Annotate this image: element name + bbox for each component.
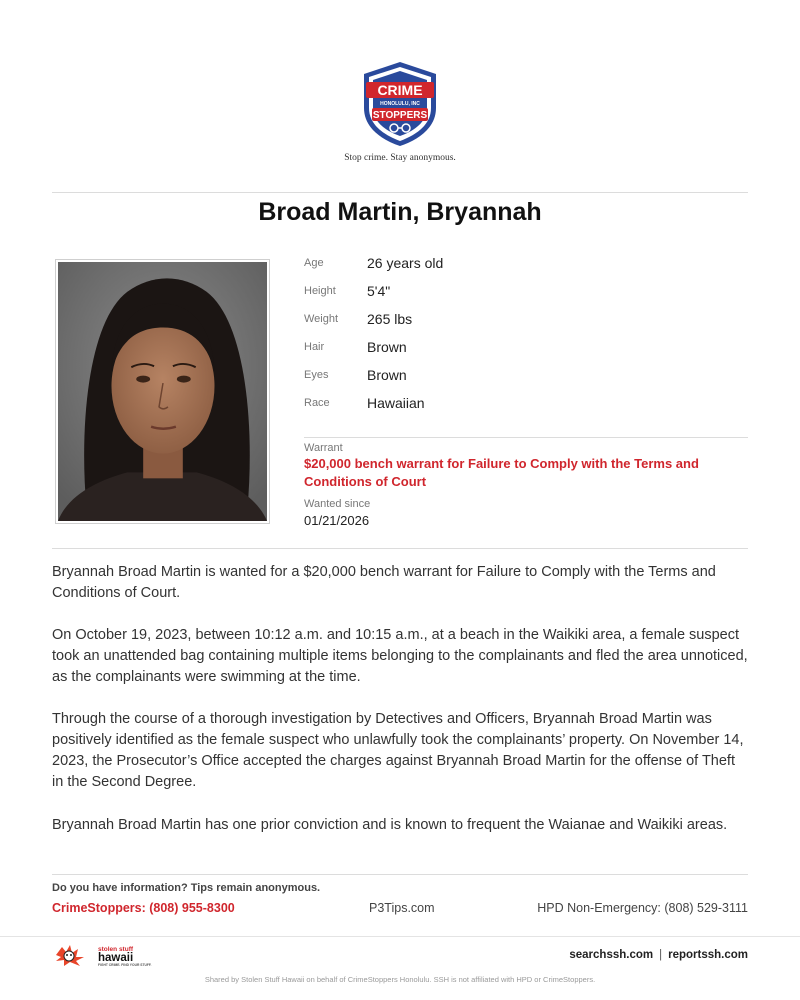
suspect-name: Broad Martin, Bryannah xyxy=(258,198,542,226)
body-paragraph: Bryannah Broad Martin has one prior conviction and is known to frequent the Waianae and Waikiki areas. xyxy=(52,817,728,833)
logo-line1: CRIME xyxy=(377,82,423,98)
footer-links xyxy=(569,949,748,961)
eyes-label: Eyes xyxy=(304,369,329,381)
links-separator: | xyxy=(659,949,663,961)
contact-divider xyxy=(52,874,748,875)
body-paragraph: Bryannah Broad Martin is wanted for a $20,000 bench warrant for Failure to Comply with the Terms and Conditions of Court. xyxy=(52,564,716,601)
wanted-since-value: 01/21/2026 xyxy=(304,513,370,528)
searchssh-link[interactable]: searchssh.com xyxy=(569,949,654,961)
details-divider xyxy=(52,548,748,549)
body-paragraph: Through the course of a thorough investigation by Detectives and Officers, Bryannah Broad Martin was positively identified as the female suspect who unlawfully took the complainants’ property. On November 14, 2023, the Prosecutor’s Office accepted the charges against Bryannah Broad Martin for the offense of Theft in the Second Degree. xyxy=(52,711,744,790)
suspect-photo xyxy=(55,259,270,524)
footer-divider xyxy=(0,936,800,937)
hair-label: Hair xyxy=(304,341,325,353)
weight-label: Weight xyxy=(304,313,339,325)
warrant-label: Warrant xyxy=(304,442,343,454)
warrant-text: $20,000 bench warrant for Failure to Comply with the Terms and Conditions of Court xyxy=(304,456,699,489)
tips-question: Do you have information? Tips remain anonymous. xyxy=(52,882,321,894)
height-label: Height xyxy=(304,285,336,297)
weight-value: 265 lbs xyxy=(367,311,413,327)
header-divider xyxy=(52,192,748,193)
stolen-stuff-hawaii-logo xyxy=(54,943,164,967)
tagline: Stop crime. Stay anonymous. xyxy=(344,153,456,163)
hpd-phone[interactable]: HPD Non-Emergency: (808) 529-3111 xyxy=(537,901,748,915)
wanted-since-label: Wanted since xyxy=(304,498,371,510)
age-label: Age xyxy=(304,257,324,269)
age-value: 26 years old xyxy=(367,255,444,271)
ssh-logo-line2: hawaii xyxy=(98,952,134,964)
height-value: 5'4" xyxy=(367,283,391,299)
ssh-logo-line1: stolen stuff xyxy=(98,946,134,953)
crimestoppers-phone[interactable]: CrimeStoppers: (808) 955-8300 xyxy=(52,901,235,915)
body-paragraph: On October 19, 2023, between 10:12 a.m. and 10:15 a.m., at a beach in the Waikiki area, a female suspect took an unattended bag containing multiple items belonging to the complainants and fled the area unnoticed, as the complainants were swimming at the time. xyxy=(52,627,748,685)
logo-line3: STOPPERS xyxy=(372,110,428,121)
p3tips-link[interactable]: P3Tips.com xyxy=(369,901,435,915)
crimestoppers-logo xyxy=(0,60,800,148)
ssh-logo-line3: FIGHT CRIME. FIND YOUR STUFF. xyxy=(98,963,152,967)
race-value: Hawaiian xyxy=(367,395,425,411)
eyes-value: Brown xyxy=(367,367,407,383)
hair-value: Brown xyxy=(367,339,407,355)
reportssh-link[interactable]: reportssh.com xyxy=(668,949,748,961)
logo-line2: HONOLULU, INC xyxy=(380,101,420,107)
race-label: Race xyxy=(304,397,330,409)
disclaimer: Shared by Stolen Stuff Hawaii on behalf of CrimeStoppers Honolulu. SSH is not affiliated with HPD or CrimeStoppers. xyxy=(204,975,596,984)
warrant-divider xyxy=(304,437,748,438)
